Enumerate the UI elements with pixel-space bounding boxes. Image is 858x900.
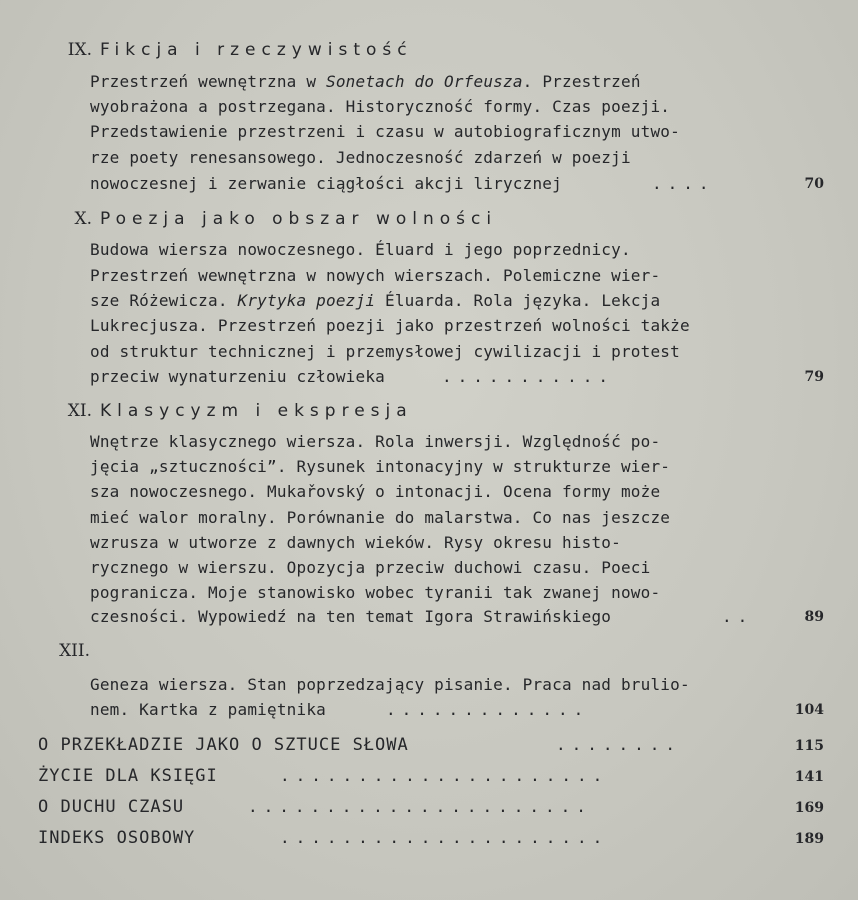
page-number: 169 <box>794 800 824 816</box>
toc-line: Przestrzeń wewnętrzna w nowych wierszach. Polemiczne wier- <box>90 266 661 285</box>
chapter-number: IX. <box>67 40 92 60</box>
toc-line: Lukrecjusza. Przestrzeń poezji jako przestrzeń wolności także <box>90 316 690 335</box>
page-number: 70 <box>804 176 824 192</box>
toc-line: nem. Kartka z pamiętnika <box>90 700 326 719</box>
page-number: 104 <box>794 702 824 718</box>
leader-dots: ..................... <box>280 828 609 847</box>
chapter-title: Fikcja i rzeczywistość <box>100 40 413 60</box>
toc-line: czesności. Wypowiedź na ten temat Igora Strawińskiego <box>90 607 612 626</box>
toc-line: wyobrażona a postrzegana. Historyczność formy. Czas poezji. <box>90 97 671 116</box>
toc-line: Wnętrze klasycznego wiersza. Rola inwersji. Względność po- <box>90 432 661 451</box>
page-number: 79 <box>804 369 824 385</box>
section-title: O DUCHU CZASU <box>38 797 185 817</box>
toc-line: rycznego w wierszu. Opozycja przeciw duchowi czasu. Poeci <box>90 558 651 577</box>
toc-line: sza nowoczesnego. Mukařovský o intonacji. Ocena formy może <box>90 482 661 501</box>
chapter-title: Poezja jako obszar wolności <box>100 209 498 229</box>
chapter-number: XII. <box>59 641 90 661</box>
chapter-number: X. <box>74 209 92 229</box>
page-number: 189 <box>794 831 824 847</box>
toc-line: przeciw wynaturzeniu człowieka <box>90 367 385 386</box>
chapter-title: Klasycyzm i ekspresja <box>100 401 413 421</box>
leader-dots: ........ <box>556 735 682 754</box>
toc-line: sze Różewicza. Krytyka poezji Éluarda. Rola języka. Lekcja <box>90 291 661 310</box>
leader-dots: ........... <box>442 367 614 386</box>
section-title: INDEKS OSOBOWY <box>38 828 196 848</box>
leader-dots: .... <box>652 174 715 193</box>
leader-dots: ...................... <box>248 797 592 816</box>
toc-line: pogranicza. Moje stanowisko wobec tyranii tak zwanej nowo- <box>90 583 661 602</box>
toc-line: Budowa wiersza nowoczesnego. Éluard i jego poprzednicy. <box>90 240 631 259</box>
page-number: 141 <box>794 769 824 785</box>
toc-line: mieć walor moralny. Porównanie do malarstwa. Co nas jeszcze <box>90 508 671 527</box>
leader-dots: .. <box>722 607 754 626</box>
page-number: 115 <box>794 738 824 754</box>
toc-line: wzrusza w utworze z dawnych wieków. Rysy okresu histo- <box>90 533 621 552</box>
section-title: O PRZEKŁADZIE JAKO O SZTUCE SŁOWA <box>38 735 409 755</box>
toc-line: nowoczesnej i zerwanie ciągłości akcji lirycznej <box>90 174 562 193</box>
toc-line: jęcia „sztuczności”. Rysunek intonacyjny w strukturze wier- <box>90 457 671 476</box>
chapter-number: XI. <box>67 401 92 421</box>
toc-line: Przedstawienie przestrzeni i czasu w autobiograficznym utwo- <box>90 122 680 141</box>
page-number: 89 <box>804 609 824 625</box>
toc-line: rze poety renesansowego. Jednoczesność zdarzeń w poezji <box>90 148 631 167</box>
toc-line: Geneza wiersza. Stan poprzedzający pisanie. Praca nad brulio- <box>90 675 690 694</box>
leader-dots: ..................... <box>280 766 609 785</box>
section-title: ŻYCIE DLA KSIĘGI <box>38 766 218 786</box>
leader-dots: ............. <box>386 700 590 719</box>
toc-line: Przestrzeń wewnętrzna w Sonetach do Orfeusza. Przestrzeń <box>90 72 641 91</box>
toc-line: od struktur technicznej i przemysłowej cywilizacji i protest <box>90 342 680 361</box>
